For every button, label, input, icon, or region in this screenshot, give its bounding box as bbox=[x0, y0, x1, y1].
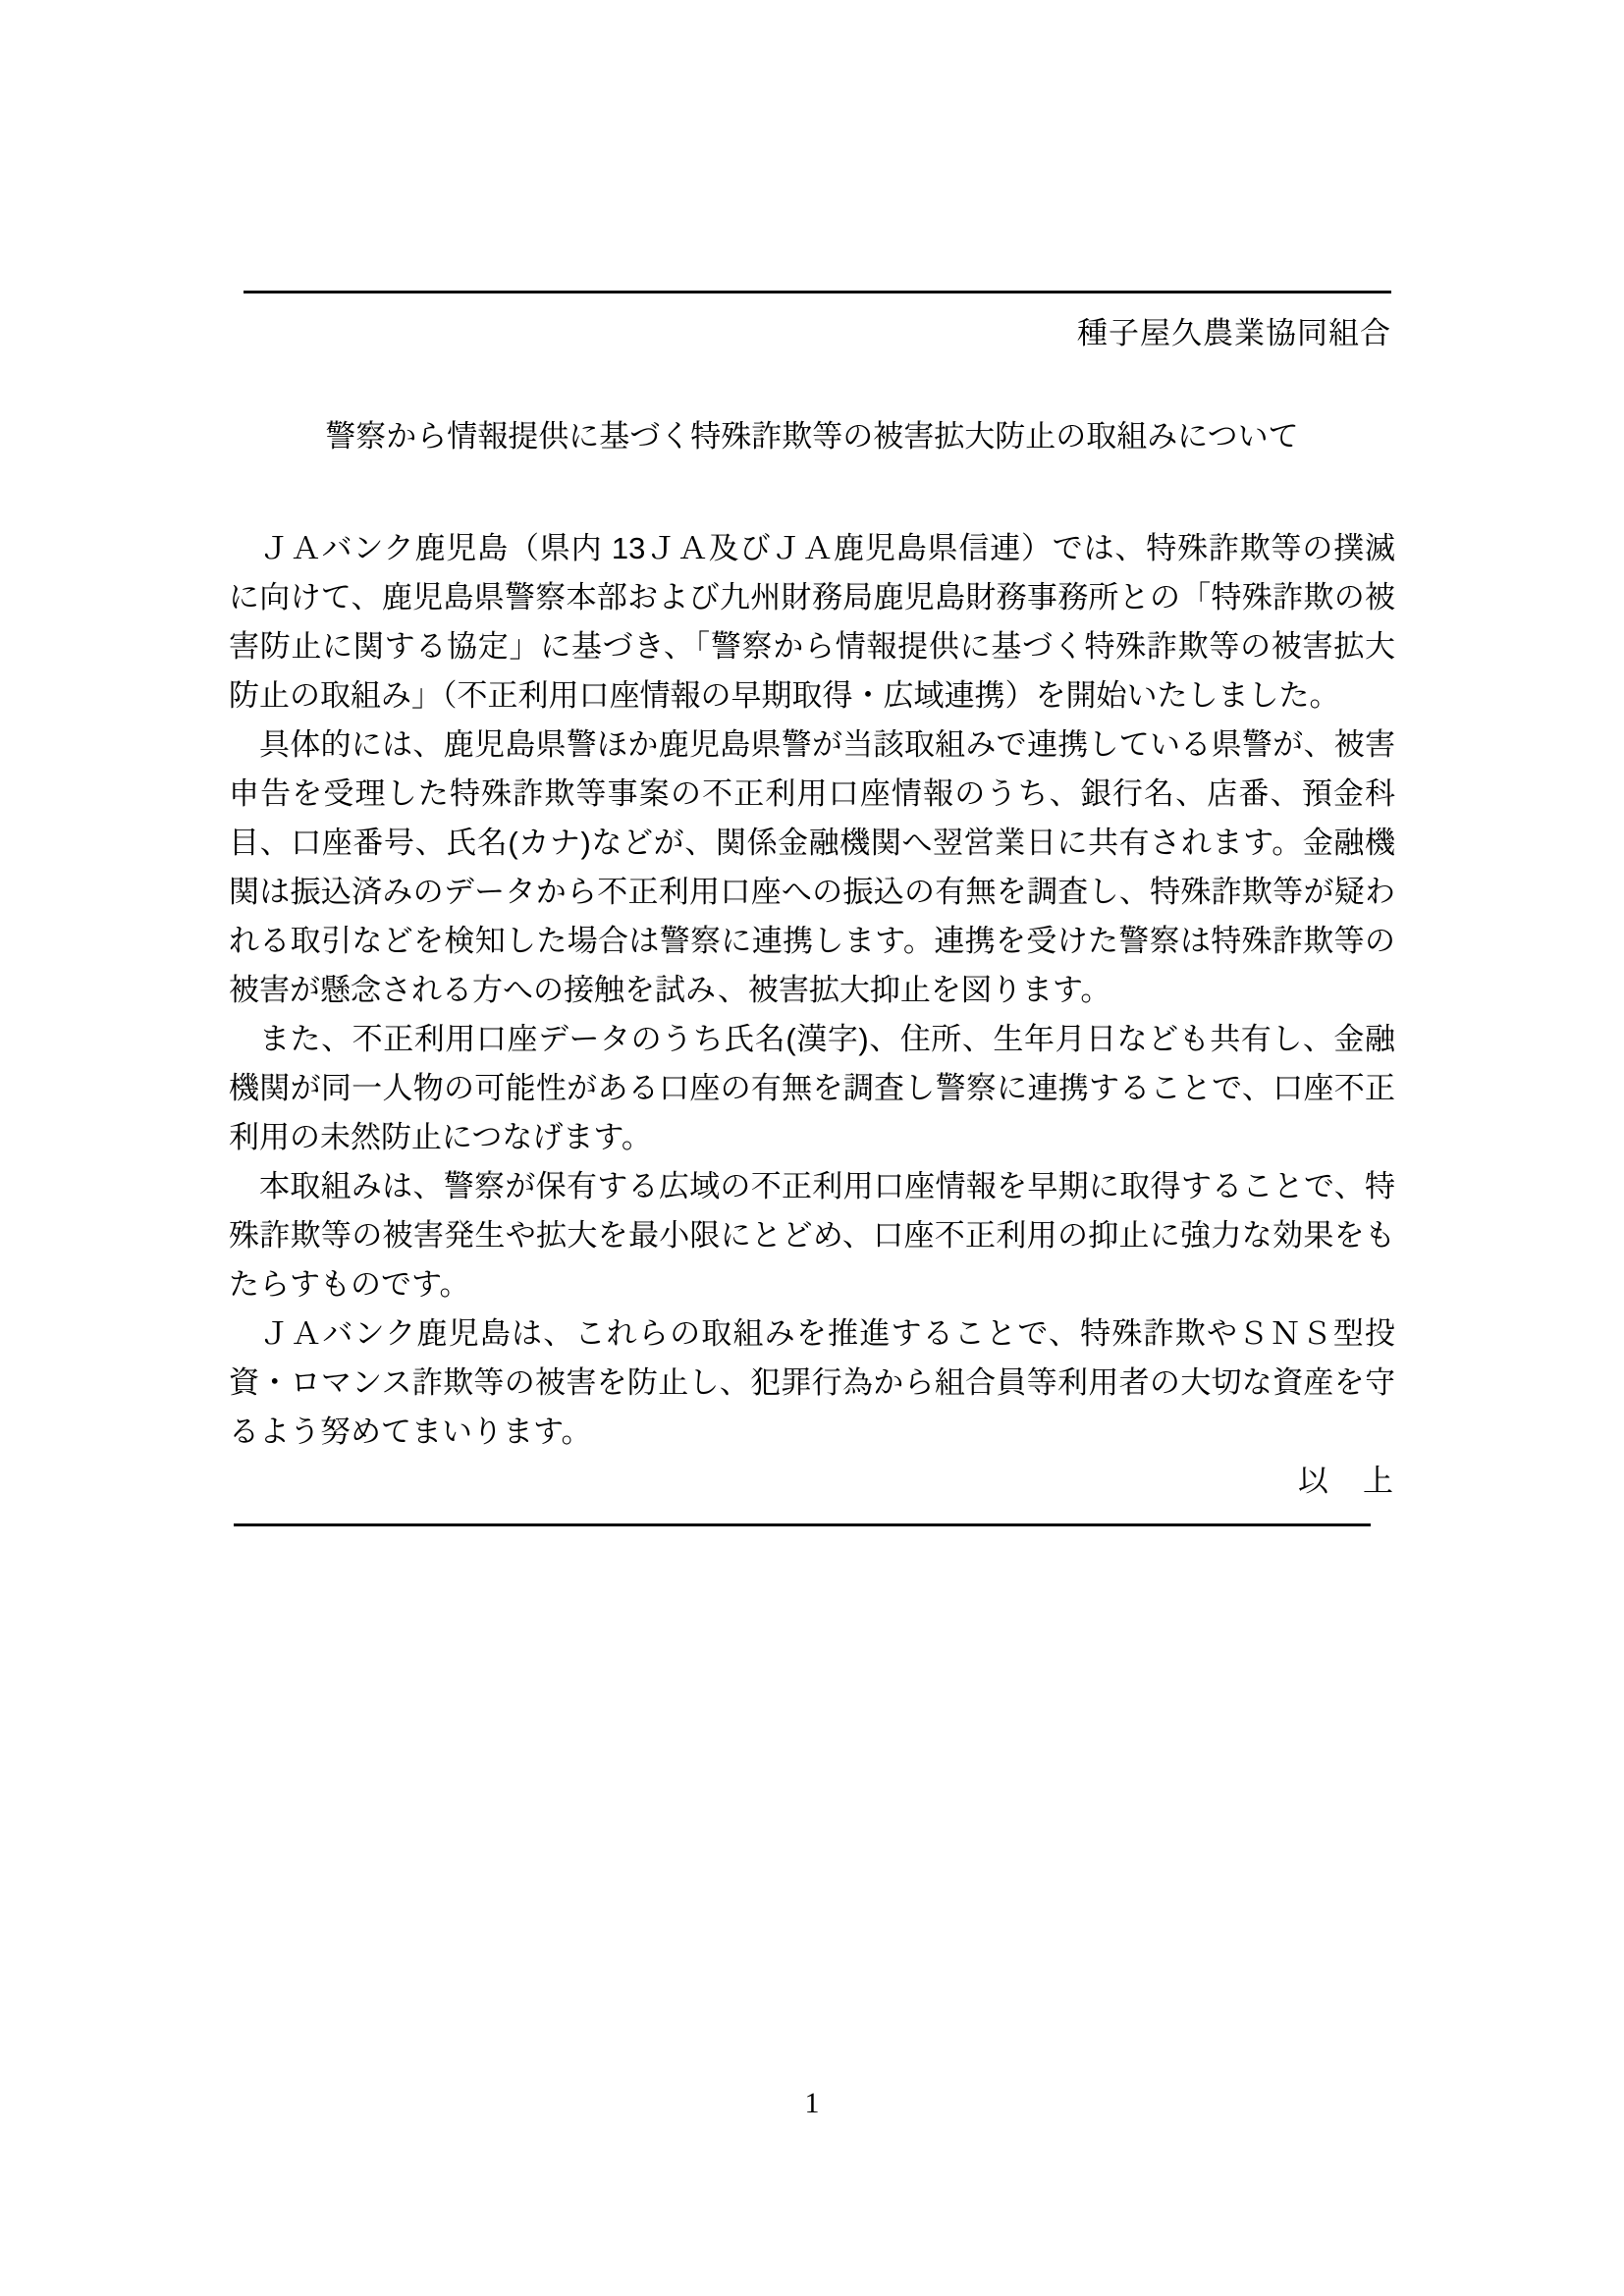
paragraph-5: ＪＡバンク鹿児島は、これらの取組みを推進することで、特殊詐欺やＳＮＳ型投資・ロマンス詐欺等の被害を防止し、犯罪行為から組合員等利用者の大切な資産を守るよう努めてまいります。 bbox=[229, 1316, 1395, 1449]
document-title: 警察から情報提供に基づく特殊詐欺等の被害拡大防止の取組みについて bbox=[325, 419, 1299, 454]
paragraph-2: 具体的には、鹿児島県警ほか鹿児島県警が当該取組みで連携している県警が、被害申告を受理した特殊詐欺等事案の不正利用口座情報のうち、銀行名、店番、預金科目、口座番号、氏名(カナ)などが、関係金融機関へ翌営業日に共有されます。金融機関は振込済みのデータから不正利用口座への振込の有無を調査し、特殊詐欺等が疑われる取引などを検知した場合は警察に連携します。連携を受けた警察は特殊詐欺等の被害が懸念される方への接触を試み、被害拡大抑止を図ります。 bbox=[229, 727, 1395, 1007]
top-divider bbox=[244, 291, 1391, 294]
paragraph-3: また、不正利用口座データのうち氏名(漢字)、住所、生年月日なども共有し、金融機関が同一人物の可能性がある口座の有無を調査し警察に連携することで、口座不正利用の未然防止につなげます。 bbox=[229, 1022, 1395, 1154]
paragraph-4: 本取組みは、警察が保有する広域の不正利用口座情報を早期に取得することで、特殊詐欺等の被害発生や拡大を最小限にとどめ、口座不正利用の抑止に強力な効果をもたらすものです。 bbox=[229, 1169, 1395, 1302]
page-number: 1 bbox=[804, 2087, 820, 2119]
bottom-divider bbox=[234, 1523, 1371, 1526]
closing-text: 以 上 bbox=[1298, 1464, 1395, 1498]
document-body bbox=[229, 524, 1395, 1506]
paragraph-1: ＪＡバンク鹿児島（県内 13ＪＡ及びＪＡ鹿児島県信連）では、特殊詐欺等の撲滅に向けて、鹿児島県警察本部および九州財務局鹿児島財務事務所との「特殊詐欺の被害防止に関する協定」に基づき、「警察から情報提供に基づく特殊詐欺等の被害拡大防止の取組み」（不正利用口座情報の早期取得・広域連携）を開始いたしました。 bbox=[229, 531, 1395, 713]
organization-name: 種子屋久農業協同組合 bbox=[1077, 316, 1391, 350]
